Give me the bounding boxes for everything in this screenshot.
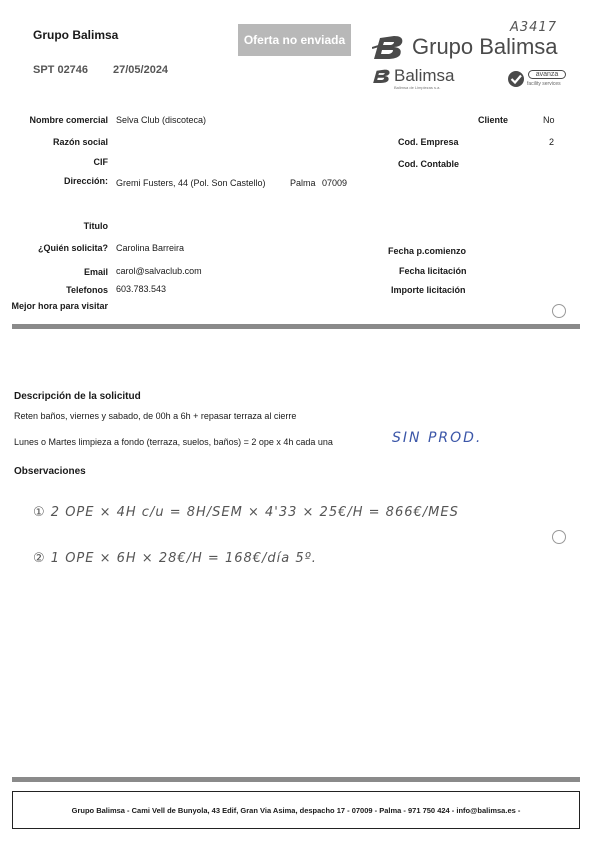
punch-hole-icon — [552, 304, 566, 318]
nombre-comercial-label: Nombre comercial — [29, 115, 108, 125]
cliente-value: No — [543, 115, 555, 125]
logo-sub-text: Balimsa — [394, 66, 455, 85]
ciudad-value: Palma — [290, 178, 316, 188]
company-name: Grupo Balimsa — [33, 28, 119, 42]
cod-empresa-label: Cod. Empresa — [398, 137, 459, 147]
footer-text: Grupo Balimsa - Cami Vell de Bunyola, 43 Edif, Gran Via Asima, despacho 17 - 07009 - Palma - 971 750 424 - info@balimsa.es - — [71, 805, 521, 815]
balimsa-logo-icon — [372, 34, 410, 60]
cod-contable-label: Cod. Contable — [398, 159, 459, 169]
logo-avanza-tagline: facility services — [527, 81, 561, 87]
email-label: Email — [83, 267, 108, 277]
solicita-value: Carolina Barreira — [116, 243, 185, 253]
mejor-hora-label: Mejor hora para visitar — [11, 301, 108, 311]
direccion-value: Gremi Fusters, 44 (Pol. Son Castello) — [116, 178, 266, 188]
codigo-postal-value: 07009 — [322, 178, 348, 188]
cliente-label: Cliente — [478, 115, 509, 125]
handwritten-calc-1: ① 2 OPE × 4H c/u = 8H/SEM × 4'33 × 25€/H = 866€/MES — [33, 505, 459, 520]
fecha-licitacion-label: Fecha licitación — [399, 266, 467, 276]
descripcion-line-1: Reten baños, viernes y sabado, de 00h a 6h + repasar terraza al cierre — [14, 411, 297, 421]
footer-divider — [12, 777, 580, 782]
document-code: SPT 02746 — [33, 64, 89, 76]
solicita-label: ¿Quién solicita? — [37, 243, 108, 253]
punch-hole-icon — [552, 530, 566, 544]
handwritten-calc-2: ② 1 OPE × 6H × 28€/H = 168€/día 5º. — [33, 551, 317, 566]
handwritten-note: SIN PROD. — [392, 430, 483, 446]
nombre-comercial-value: Selva Club (discoteca) — [116, 115, 207, 125]
descripcion-heading: Descripción de la solicitud — [14, 391, 141, 402]
titulo-label: Titulo — [83, 221, 108, 231]
logo-sub-tagline: Balimsa de Limpiezas s.a. — [394, 85, 441, 90]
cod-empresa-value: 2 — [549, 137, 555, 147]
balimsa-small-logo-icon — [372, 67, 394, 85]
telefonos-label: Telefonos — [66, 285, 108, 295]
status-badge: Oferta no enviada — [238, 24, 351, 56]
razon-social-label: Razón social — [52, 137, 108, 147]
importe-licitacion-label: Importe licitación — [391, 285, 466, 295]
section-divider — [12, 324, 580, 329]
logo-main-text: Grupo Balimsa — [412, 34, 558, 59]
handwritten-reference: A3417 — [510, 20, 557, 35]
fecha-comienzo-label: Fecha p.comienzo — [388, 246, 467, 256]
telefonos-value: 603.783.543 — [116, 284, 167, 294]
avanza-check-icon — [507, 70, 525, 88]
document-date: 27/05/2024 — [113, 64, 169, 76]
cif-label: CIF — [93, 157, 108, 167]
descripcion-line-2: Lunes o Martes limpieza a fondo (terraza, suelos, baños) = 2 ope x 4h cada una — [14, 437, 333, 447]
email-value: carol@salvaclub.com — [116, 266, 202, 276]
logo-avanza-text: avanza — [528, 70, 566, 79]
observaciones-heading: Observaciones — [14, 466, 86, 477]
direccion-label: Dirección: — [63, 176, 108, 186]
footer-box — [12, 791, 580, 829]
